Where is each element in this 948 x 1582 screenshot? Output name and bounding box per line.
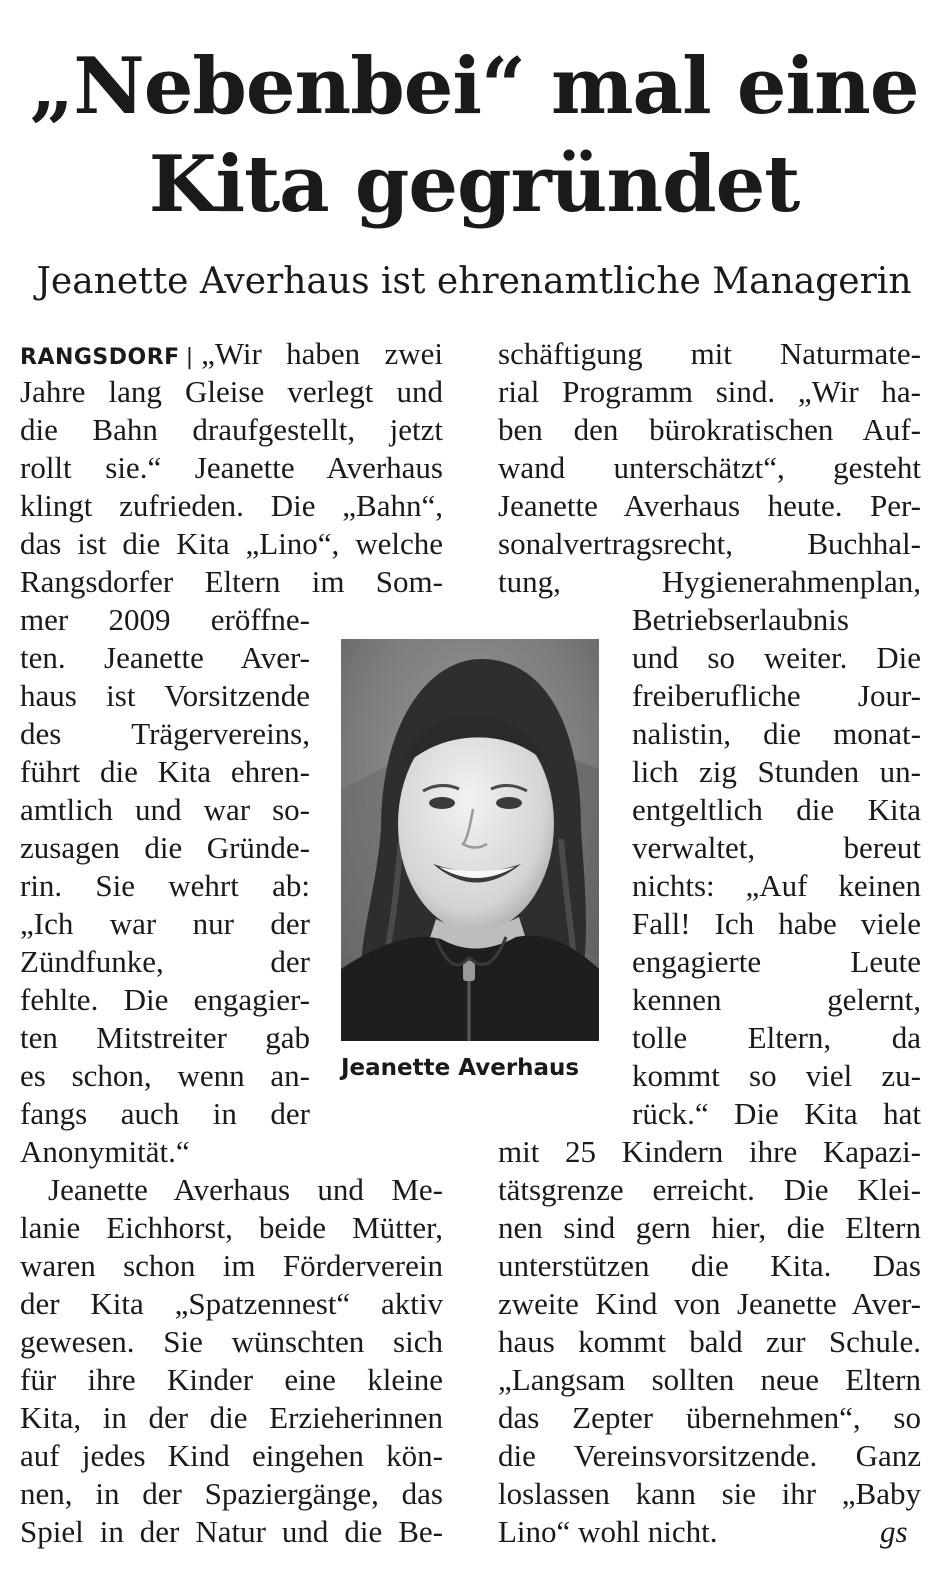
body-line: auf jedes Kind eingehen kön- (20, 1438, 443, 1473)
body-line: Fall! Ich habe viele (632, 906, 921, 941)
body-line: haus kommt bald zur Schule. (498, 1324, 921, 1359)
body-line: Spiel in der Natur und die Be- (20, 1514, 443, 1549)
headline (0, 38, 948, 234)
body-line: tung, Hygienerahmenplan, (498, 564, 921, 599)
body-line: Jeanette Averhaus heute. Per- (498, 488, 921, 523)
body-line: entgeltlich die Kita (632, 792, 921, 827)
body-line: nen, in der Spaziergänge, das (20, 1476, 443, 1511)
body-line: sonalvertragsrecht, Buchhal- (498, 526, 921, 561)
body-line: rück.“ Die Kita hat (632, 1096, 921, 1131)
body-line: amtlich und war so- (20, 792, 310, 827)
body-line: Lino“ wohl nicht. (498, 1514, 718, 1549)
body-line: zusagen die Gründe- (20, 830, 310, 865)
body-line: fangs auch in der (20, 1096, 310, 1131)
headline-line-1: „Nebenbei“ mal eine (29, 41, 919, 132)
body-line: und so weiter. Die (632, 640, 921, 675)
body-line: verwaltet, bereut (632, 830, 921, 865)
body-line: Rangsdorfer Eltern im Som- (20, 564, 443, 599)
body-line: lanie Eichhorst, beide Mütter, (20, 1210, 443, 1245)
body-line: fehlte. Die engagier- (20, 982, 310, 1017)
body-line: haus ist Vorsitzende (20, 678, 310, 713)
body-text: „Wir haben zwei (201, 336, 443, 371)
body-line: Betriebserlaubnis (632, 602, 849, 637)
body-line: rin. Sie wehrt ab: (20, 868, 310, 903)
body-line: ten Mitstreiter gab (20, 1020, 310, 1055)
body-line: mer 2009 eröffne- (20, 602, 310, 637)
body-line: Jeanette Averhaus und Me- (48, 1172, 443, 1207)
body-line: mit 25 Kindern ihre Kapazi- (498, 1134, 921, 1169)
body-line: des Trägervereins, (20, 716, 310, 751)
body-line: gewesen. Sie wünschten sich (20, 1324, 443, 1359)
body-line: tolle Eltern, da (632, 1020, 921, 1055)
dateline: RANGSDORF (20, 345, 180, 370)
body-line: Anonymität.“ (20, 1134, 190, 1169)
subheadline: Jeanette Averhaus ist ehrenamtliche Managerin (36, 261, 912, 302)
photo-caption: Jeanette Averhaus (341, 1055, 580, 1081)
body-line: ten. Jeanette Aver- (20, 640, 310, 675)
body-line: rollt sie.“ Jeanette Averhaus (20, 450, 443, 485)
body-line: tätsgrenze erreicht. Die Klei- (498, 1172, 921, 1207)
body-line: „Ich war nur der (20, 906, 310, 941)
body-line: die Vereinsvorsitzende. Ganz (498, 1438, 921, 1473)
portrait-photo (341, 639, 599, 1041)
author-initials: gs (880, 1514, 908, 1549)
body-line: schäftigung mit Naturmate- (498, 336, 921, 371)
body-line: waren schon im Förderverein (20, 1248, 443, 1283)
body-line (20, 335, 443, 373)
body-line: loslassen kann sie ihr „Baby (498, 1476, 921, 1511)
body-line: zweite Kind von Jeanette Aver- (498, 1286, 921, 1321)
body-line: wand unterschätzt“, gesteht (498, 450, 921, 485)
body-line: der Kita „Spatzennest“ aktiv (20, 1286, 443, 1321)
body-line: engagierte Leute (632, 944, 921, 979)
body-line: Zündfunke, der (20, 944, 310, 979)
body-line: rial Programm sind. „Wir ha- (498, 374, 921, 409)
body-line: die Bahn draufgestellt, jetzt (20, 412, 443, 447)
body-line: für ihre Kinder eine kleine (20, 1362, 443, 1397)
body-line: es schon, wenn an- (20, 1058, 310, 1093)
body-line: lich zig Stunden un- (632, 754, 921, 789)
body-line: Kita, in der die Erzieherinnen (20, 1400, 443, 1435)
body-line: das Zepter übernehmen“, so (498, 1400, 921, 1435)
dateline-separator: | (185, 345, 194, 370)
body-line: nalistin, die monat- (632, 716, 921, 751)
body-line: ben den bürokratischen Auf- (498, 412, 921, 447)
body-line: nen sind gern hier, die Eltern (498, 1210, 921, 1245)
body-line: kennen gelernt, (632, 982, 921, 1017)
body-line: das ist die Kita „Lino“, welche (20, 526, 443, 561)
body-line: „Langsam sollten neue Eltern (498, 1362, 921, 1397)
body-line: freiberufliche Jour- (632, 678, 921, 713)
body-line: führt die Kita ehren- (20, 754, 310, 789)
headline-line-2: Kita gegründet (148, 139, 800, 230)
body-line: unterstützen die Kita. Das (498, 1248, 921, 1283)
body-line: Jahre lang Gleise verlegt und (20, 374, 443, 409)
body-line: nichts: „Auf keinen (632, 868, 921, 903)
body-line: klingt zufrieden. Die „Bahn“, (20, 488, 443, 523)
body-line: kommt so viel zu- (632, 1058, 921, 1093)
